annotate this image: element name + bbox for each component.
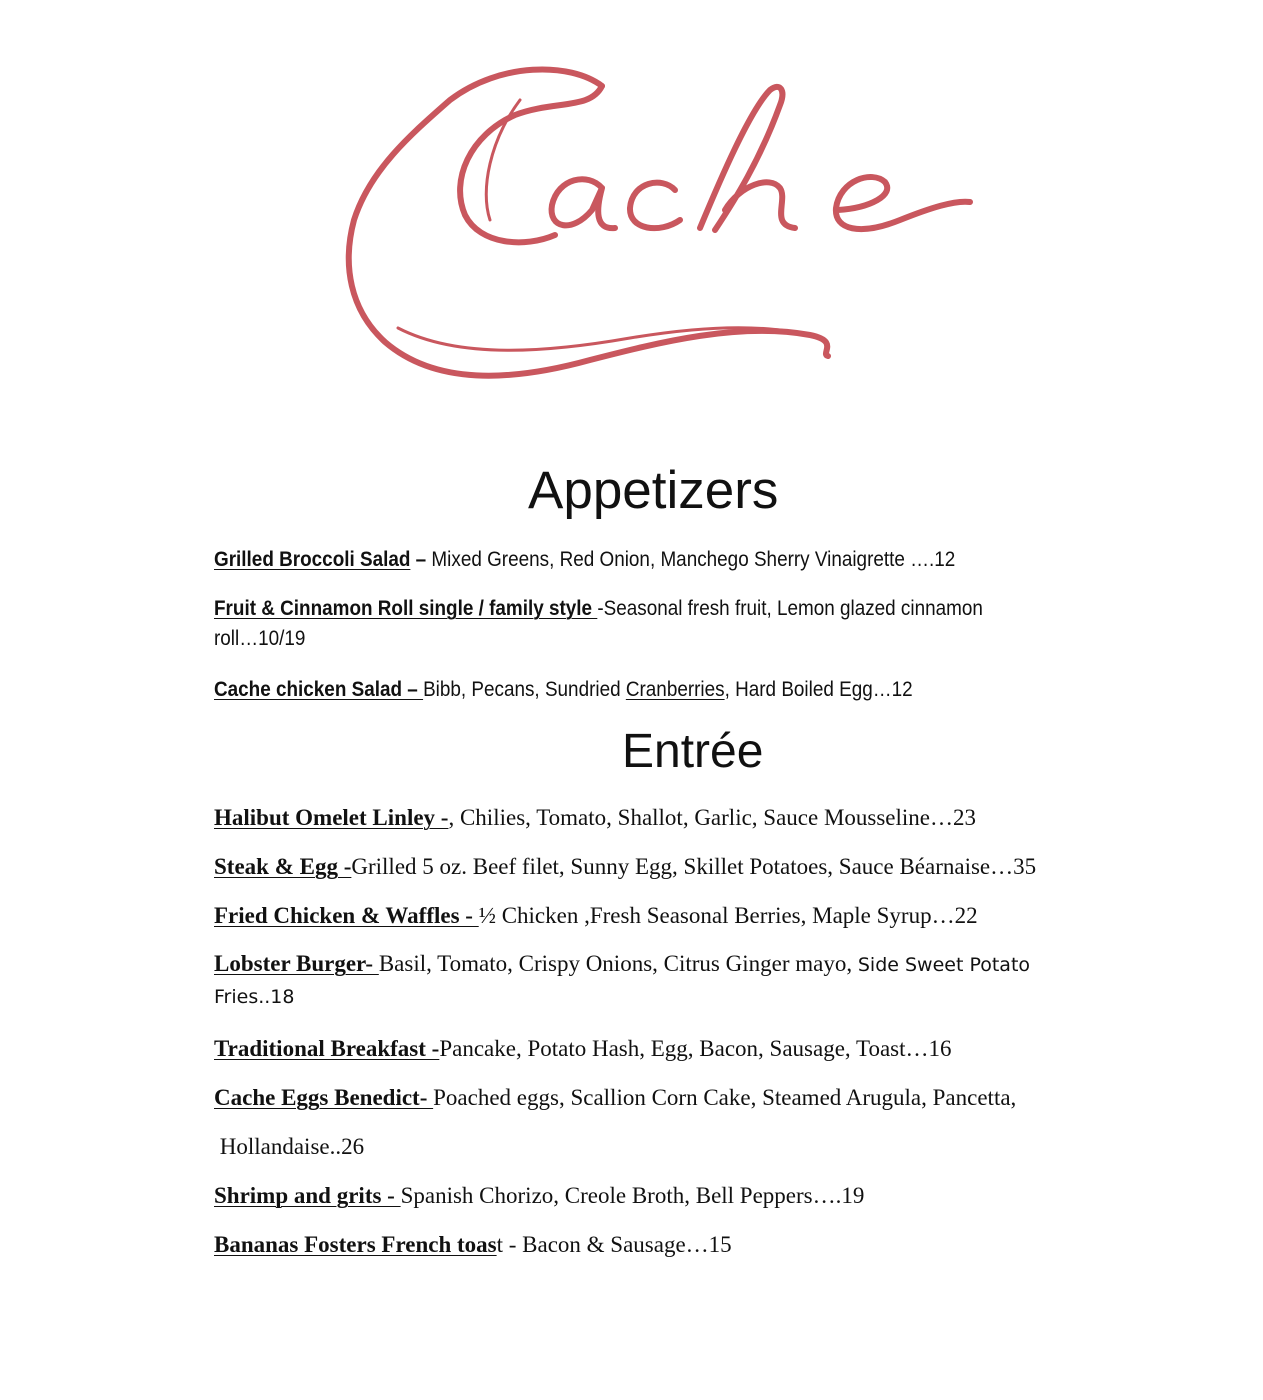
item-name: Cache chicken Salad – <box>214 678 424 701</box>
item-description-alt: Side Sweet Potato <box>857 954 1031 976</box>
item-description: Bibb, Pecans, Sundried <box>423 678 626 701</box>
appetizers-heading: Appetizers <box>528 461 779 520</box>
item-description: ½ Chicken ,Fresh Seasonal Berries, Maple Syrup…22 <box>478 903 978 928</box>
item-name: Halibut Omelet Linley - <box>214 805 449 830</box>
menu-item <box>214 805 1114 831</box>
item-description: t - Bacon & Sausage…15 <box>496 1232 732 1257</box>
item-name: Traditional Breakfast - <box>214 1036 440 1061</box>
item-description-continued: Fries..18 <box>214 986 295 1008</box>
item-description: Mixed Greens, Red Onion, Manchego Sherry Vinaigrette ….12 <box>431 548 956 571</box>
menu-item <box>214 1232 1114 1258</box>
item-name: Bananas Fosters French toas <box>214 1232 497 1257</box>
item-description-underlined: Cranberries <box>625 678 725 701</box>
item-description-continued: Hollandaise..26 <box>214 1134 365 1159</box>
item-description: -Seasonal fresh fruit, Lemon glazed cinnamon <box>597 597 983 620</box>
menu-item <box>214 854 1114 880</box>
item-description: Pancake, Potato Hash, Egg, Bacon, Sausage, Toast…16 <box>439 1036 952 1061</box>
item-description: Spanish Chorizo, Creole Broth, Bell Peppers….19 <box>400 1183 865 1208</box>
menu-item <box>214 951 1114 977</box>
item-name: Steak & Egg - <box>214 854 352 879</box>
item-description: Basil, Tomato, Crispy Onions, Citrus Ginger mayo, <box>378 951 858 976</box>
menu-item <box>214 597 1024 621</box>
menu-item <box>214 678 1024 702</box>
entree-heading: Entrée <box>622 725 764 778</box>
item-name: Cache Eggs Benedict- <box>214 1085 434 1110</box>
item-description-end: , Hard Boiled Egg…12 <box>724 678 913 701</box>
item-description: Poached eggs, Scallion Corn Cake, Steamed Arugula, Pancetta, <box>433 1085 1017 1110</box>
item-name: Grilled Broccoli Salad <box>214 548 411 571</box>
menu-item <box>214 548 1024 572</box>
item-separator: – <box>410 548 432 571</box>
item-description: Grilled 5 oz. Beef filet, Sunny Egg, Skillet Potatoes, Sauce Béarnaise…35 <box>351 854 1037 879</box>
menu-item <box>214 1036 1114 1062</box>
menu-item <box>214 903 1114 929</box>
item-description: , Chilies, Tomato, Shallot, Garlic, Sauce Mousseline…23 <box>448 805 977 830</box>
item-description-continued: roll…10/19 <box>214 627 306 650</box>
item-name: Shrimp and grits - <box>214 1183 401 1208</box>
cache-logo <box>340 60 990 400</box>
menu-item <box>214 1183 1114 1209</box>
menu-item <box>214 1085 1114 1111</box>
item-name: Lobster Burger- <box>214 951 379 976</box>
item-name: Fruit & Cinnamon Roll single / family style <box>214 597 598 620</box>
item-name: Fried Chicken & Waffles - <box>214 903 479 928</box>
